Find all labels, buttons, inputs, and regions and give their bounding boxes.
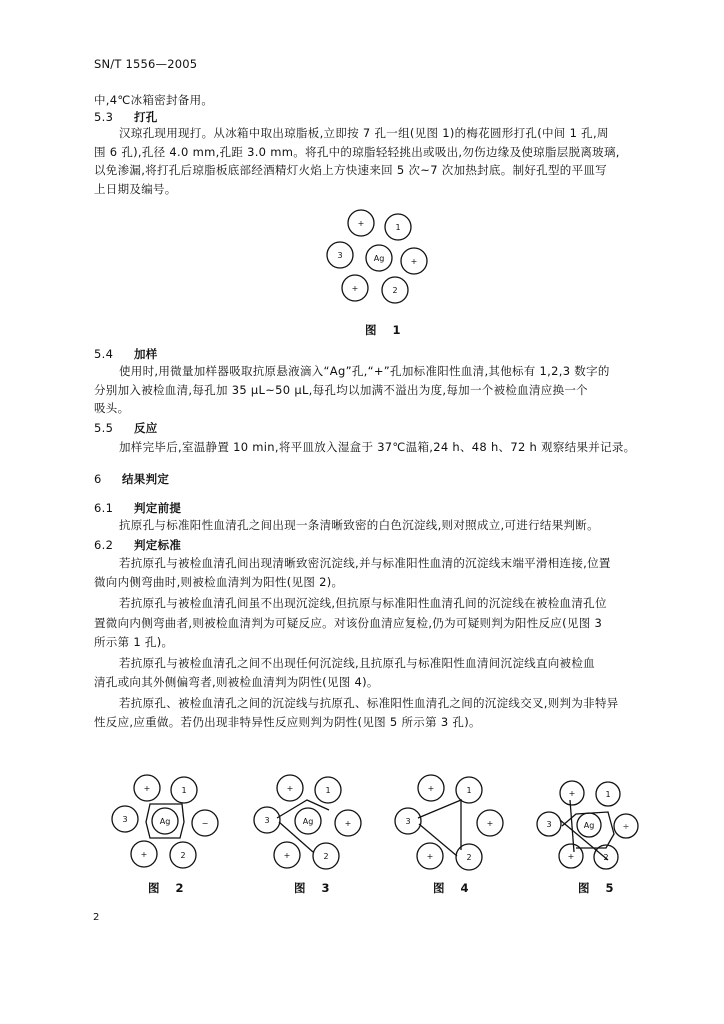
precipitation-line (418, 800, 461, 850)
section-number: 5.4 (94, 347, 114, 361)
well-label: 1 (395, 223, 401, 232)
well-label: 2 (180, 851, 186, 860)
well-label: 1 (466, 786, 472, 795)
section-number: 6 (94, 472, 102, 486)
text-line: 分别加入被检血清,每孔加 35 μL~50 μL,每孔均以加满不溢出为度,每加一个被检血清应换一个 (94, 383, 588, 397)
well-label: + (286, 784, 294, 793)
section-title: 结果判定 (122, 472, 170, 486)
well-label: + (283, 851, 291, 860)
figure-3-diagram (247, 770, 367, 874)
section-title: 打孔 (134, 110, 158, 124)
well-label: − (201, 819, 209, 828)
well-label: ÷ (622, 822, 630, 831)
text-line: 若抗原孔、被检血清孔之间的沉淀线与抗原孔、标准阳性血清孔之间的沉淀线交叉,则判为非特异 (119, 696, 619, 710)
figure-3-caption: 图 3 (294, 881, 336, 895)
text-line: 以免渗漏,将打孔后琼脂板底部经酒精灯火焰上方快速来回 5 次~7 次加热封底。制好孔型的平皿写 (94, 163, 607, 177)
well-label: + (140, 850, 148, 859)
figure-2-caption: 图 2 (148, 881, 190, 895)
text-line: 置微向内侧弯曲者,则被检血清判为可疑反应。对该份血清应复检,仍为可疑则判为阳性反应(见图 3 (94, 616, 603, 630)
text-line: 围 6 孔),孔径 4.0 mm,孔距 3.0 mm。将孔中的琼脂轻轻挑出或吸出,勿伤边缘及使琼脂层脱离玻璃, (94, 145, 620, 159)
figure-1-caption: 图 1 (365, 323, 407, 337)
well-label: + (351, 284, 359, 293)
well-label: 1 (605, 790, 611, 799)
well-label: 3 (337, 251, 343, 260)
figure-1-diagram (318, 207, 438, 307)
well-label: 3 (264, 816, 270, 825)
section-heading-6-2 (94, 537, 181, 553)
section-number: 6.1 (94, 501, 114, 515)
text-line: 微向内侧弯曲时,则被检血清判为阳性(见图 2)。 (94, 575, 344, 589)
well-label: 2 (323, 852, 329, 861)
well-label: Ag (302, 817, 314, 826)
well-label: + (426, 852, 434, 861)
section-heading-6 (94, 471, 169, 487)
well-label: + (143, 784, 151, 793)
text-line: 若抗原孔与被检血清孔间虽不出现沉淀线,但抗原与标准阳性血清孔间的沉淀线在被检血清孔位 (119, 596, 607, 610)
text-line: 使用时,用微量加样器吸取抗原悬液滴入“Ag”孔,“+”孔加标准阳性血清,其他标有 1,2,3 数字的 (119, 364, 610, 378)
text-line: 中,4℃冰箱密封备用。 (94, 93, 214, 107)
well-label: + (344, 819, 352, 828)
well-label: + (568, 789, 576, 798)
section-number: 5.5 (94, 421, 114, 435)
document-header: SN/T 1556—2005 (94, 57, 198, 71)
section-heading-5-5 (94, 420, 158, 436)
page-number: 2 (93, 912, 100, 923)
well-label: 2 (466, 853, 472, 862)
precipitation-line (419, 824, 457, 856)
well-label: + (486, 819, 494, 828)
well-label: 1 (325, 786, 331, 795)
well-label: 1 (181, 786, 187, 795)
well-label: + (357, 219, 365, 228)
text-line: 性反应,应重做。若仍出现非特异性反应则判为阴性(见图 5 所示第 3 孔)。 (94, 715, 481, 729)
figure-4-caption: 图 4 (433, 881, 475, 895)
text-line: 汉琼孔现用现打。从冰箱中取出琼脂板,立即按 7 孔一组(见图 1)的梅花圆形打孔(中间 1 孔,周 (119, 126, 609, 140)
section-title: 判定标准 (134, 538, 182, 552)
well-label: 3 (546, 820, 552, 829)
well-label: Ag (583, 821, 595, 830)
well-label: 2 (392, 286, 398, 295)
well-label: + (567, 852, 575, 861)
well-label: Ag (373, 254, 385, 263)
well-label: + (410, 257, 418, 266)
text-line: 所示第 1 孔)。 (94, 635, 174, 649)
text-line: 加样完毕后,室温静置 10 min,将平皿放入湿盒于 37℃温箱,24 h、48 h、72 h 观察结果并记录。 (119, 440, 636, 454)
figure-2-diagram (104, 770, 224, 874)
text-line: 抗原孔与标准阳性血清孔之间出现一条清晰致密的白色沉淀线,则对照成立,可进行结果判断。 (119, 518, 599, 532)
well-label: 2 (603, 853, 609, 862)
text-line: 若抗原孔与被检血清孔之间不出现任何沉淀线,且抗原孔与标准阳性血清间沉淀线直向被检血 (119, 656, 595, 670)
well-label: + (427, 784, 435, 793)
figure-5-caption: 图 5 (578, 881, 620, 895)
figure-5-diagram (530, 774, 650, 878)
text-line: 清孔或向其外侧偏弯者,则被检血清判为阴性(见图 4)。 (94, 675, 379, 689)
text-line: 上日期及编号。 (94, 182, 177, 196)
text-line: 吸头。 (94, 401, 130, 415)
section-title: 加样 (134, 347, 158, 361)
section-heading-5-3 (94, 109, 158, 125)
section-heading-5-4 (94, 346, 158, 362)
section-title: 反应 (134, 421, 158, 435)
well-label: Ag (159, 817, 171, 826)
well-label: 3 (122, 815, 128, 824)
section-number: 6.2 (94, 538, 114, 552)
section-title: 判定前提 (134, 501, 182, 515)
text-line: 若抗原孔与被检血清孔间出现清晰致密沉淀线,并与标准阳性血清的沉淀线末端平滑相连接,位置 (119, 556, 611, 570)
figure-4-diagram (389, 770, 509, 874)
well-label: 3 (405, 817, 411, 826)
section-number: 5.3 (94, 110, 114, 124)
section-heading-6-1 (94, 500, 181, 516)
